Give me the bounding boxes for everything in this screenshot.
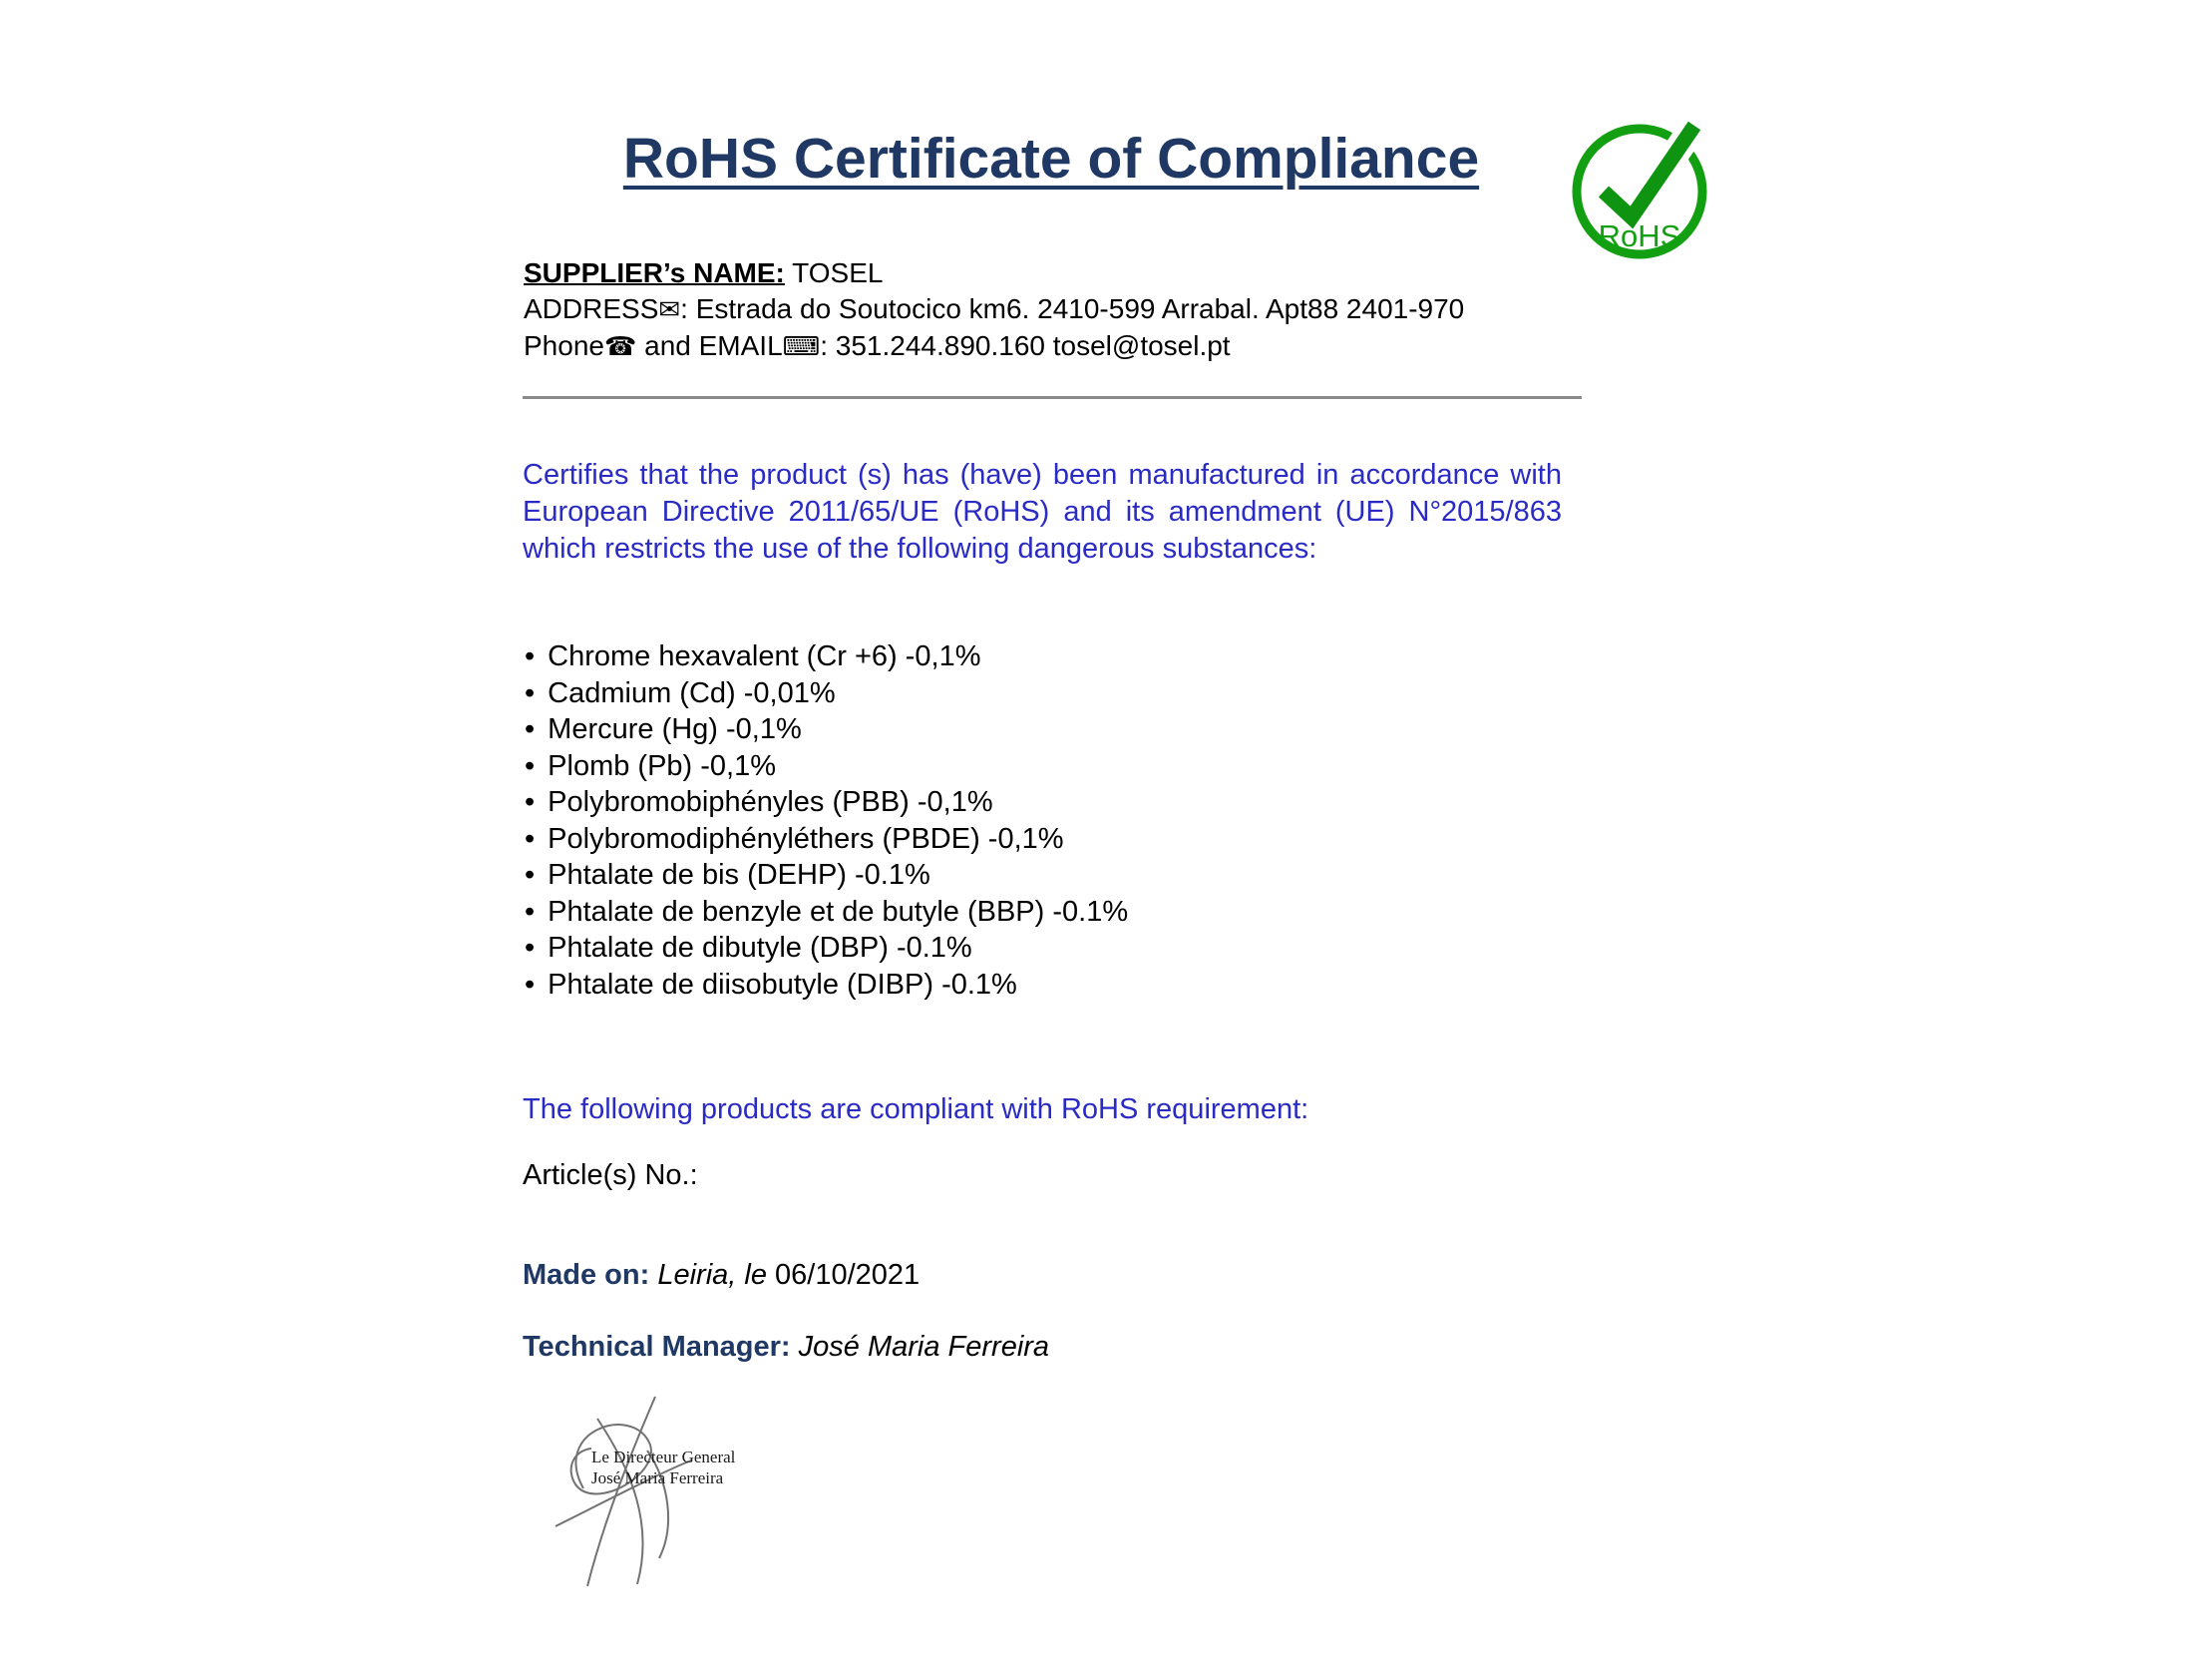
supplier-address-line [524, 291, 1583, 328]
substance-item: • Phtalate de bis (DEHP) -0.1% [525, 857, 1564, 894]
substance-item: • Phtalate de benzyle et de butyle (BBP) -0.1% [525, 894, 1564, 931]
substance-item: • Cadmium (Cd) -0,01% [525, 675, 1564, 712]
compliance-statement: The following products are compliant with RoHS requirement: [523, 1093, 1309, 1125]
manager-line [523, 1331, 1049, 1364]
supplier-name-label: SUPPLIER’s NAME: [524, 257, 785, 288]
signature-block [534, 1389, 813, 1598]
manager-name: José Maria Ferreira [798, 1331, 1050, 1363]
rohs-logo-label: RoHS [1598, 218, 1681, 253]
made-on-label: Made on: [523, 1259, 650, 1291]
signature-image [534, 1389, 803, 1598]
substances-list [525, 638, 1564, 1003]
document-title: RoHS Certificate of Compliance [622, 127, 1480, 191]
substance-item: • Phtalate de dibutyle (DBP) -0.1% [525, 930, 1564, 967]
supplier-block [524, 255, 1583, 365]
supplier-contact-line [524, 328, 1583, 365]
rohs-logo [1568, 112, 1717, 266]
made-on-place: Leiria, le [657, 1259, 767, 1291]
manager-label: Technical Manager: [523, 1331, 791, 1363]
phone-icon: ☎ [603, 332, 637, 362]
address-value: : Estrada do Soutocico km6. 2410-599 Arrabal. Apt88 2401-970 [680, 293, 1465, 324]
divider [523, 396, 1582, 399]
signature-text-line2: José Maria Ferreira [591, 1468, 724, 1487]
signature-text [591, 1447, 735, 1488]
supplier-name-line [524, 255, 1583, 291]
supplier-name-value: TOSEL [792, 257, 884, 288]
article-number-label: Article(s) No.: [523, 1159, 698, 1191]
phone-label: Phone [524, 330, 604, 361]
substance-item: • Phtalate de diisobutyle (DIBP) -0.1% [525, 967, 1564, 1004]
email-label: and EMAIL [636, 330, 783, 361]
address-label: ADDRESS [524, 293, 659, 324]
substance-item: • Polybromobiphényles (PBB) -0,1% [525, 784, 1564, 821]
envelope-icon: ✉ [658, 295, 681, 325]
computer-icon: ⌨ [782, 332, 821, 362]
substance-item: • Mercure (Hg) -0,1% [525, 711, 1564, 748]
made-on-date: 06/10/2021 [775, 1259, 921, 1291]
certification-statement: Certifies that the product (s) has (have) been manufactured in accordance with European Directive 2011/65/UE (RoHS) and its amendment (UE) N°2015/863 which restricts the use of the following dangerous substances: [523, 459, 1562, 565]
substance-item: • Polybromodiphényléthers (PBDE) -0,1% [525, 821, 1564, 858]
rohs-logo-graphic [1568, 112, 1717, 266]
made-on-line [523, 1259, 920, 1292]
contact-value: : 351.244.890.160 tosel@tosel.pt [820, 330, 1231, 361]
signature-text-line1: Le Directeur General [591, 1448, 736, 1466]
substance-item: • Plomb (Pb) -0,1% [525, 748, 1564, 785]
substance-item: • Chrome hexavalent (Cr +6) -0,1% [525, 638, 1564, 675]
